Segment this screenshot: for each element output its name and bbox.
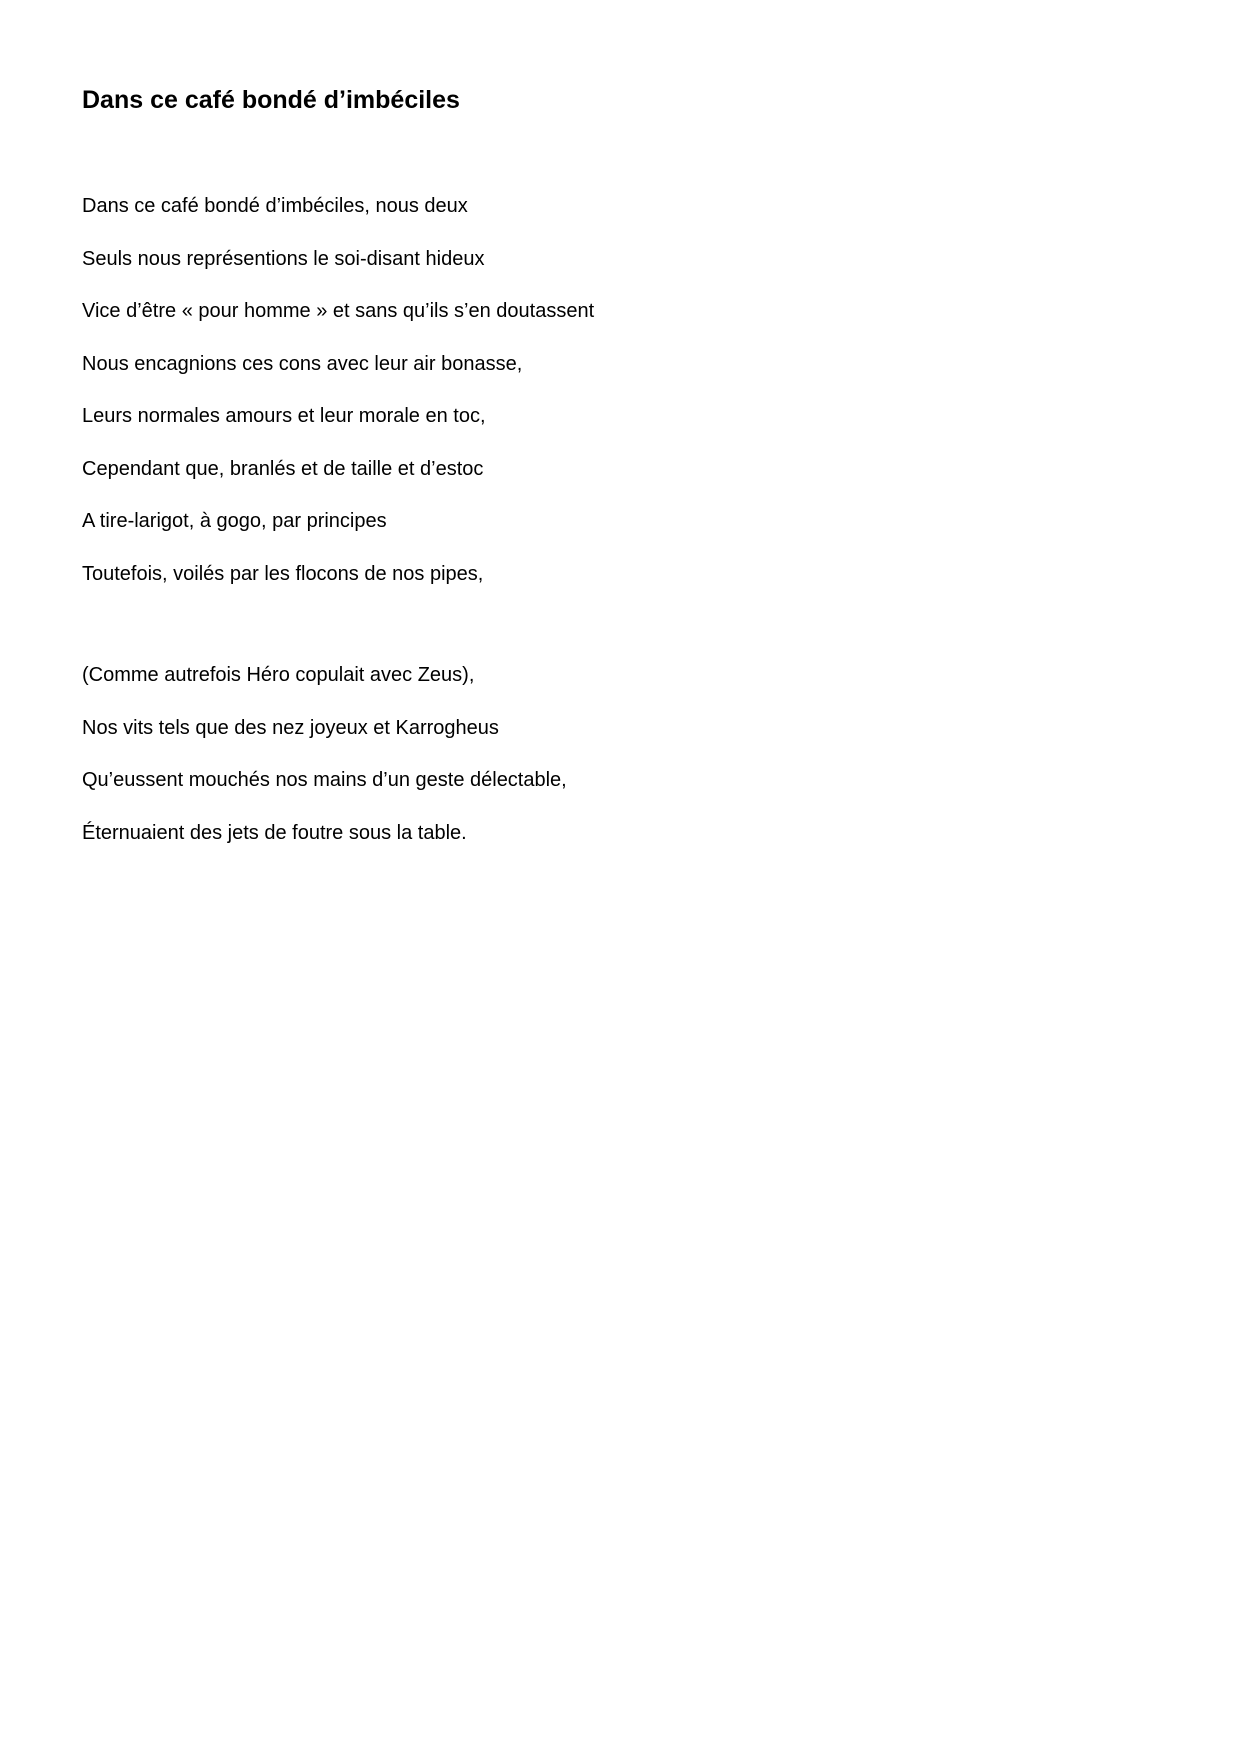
verse-line: Seuls nous représentions le soi-disant hideux [82,247,485,270]
verse-line: Dans ce café bondé d’imbéciles, nous deux [82,195,468,217]
verse-line: Vice d’être « pour homme » et sans qu’ils s’en doutassent [82,300,595,322]
stanza-2 [82,661,567,871]
verse-line: Éternuaient des jets de foutre sous la table. [82,821,467,844]
poem-title: Dans ce café bondé d’imbéciles [82,86,460,114]
stanza-1 [82,192,594,612]
verse-line: A tire-larigot, à gogo, par principes [82,510,387,532]
verse-line: Toutefois, voilés par les flocons de nos pipes, [82,562,484,585]
verse-line: Nous encagnions ces cons avec leur air bonasse, [82,352,523,375]
verse-line: (Comme autrefois Héro copulait avec Zeus), [82,664,475,686]
verse-line: Leurs normales amours et leur morale en toc, [82,405,486,427]
verse-line: Cependant que, branlés et de taille et d’estoc [82,457,484,480]
verse-line: Nos vits tels que des nez joyeux et Karrogheus [82,716,499,739]
verse-line: Qu’eussent mouchés nos mains d’un geste délectable, [82,769,567,791]
